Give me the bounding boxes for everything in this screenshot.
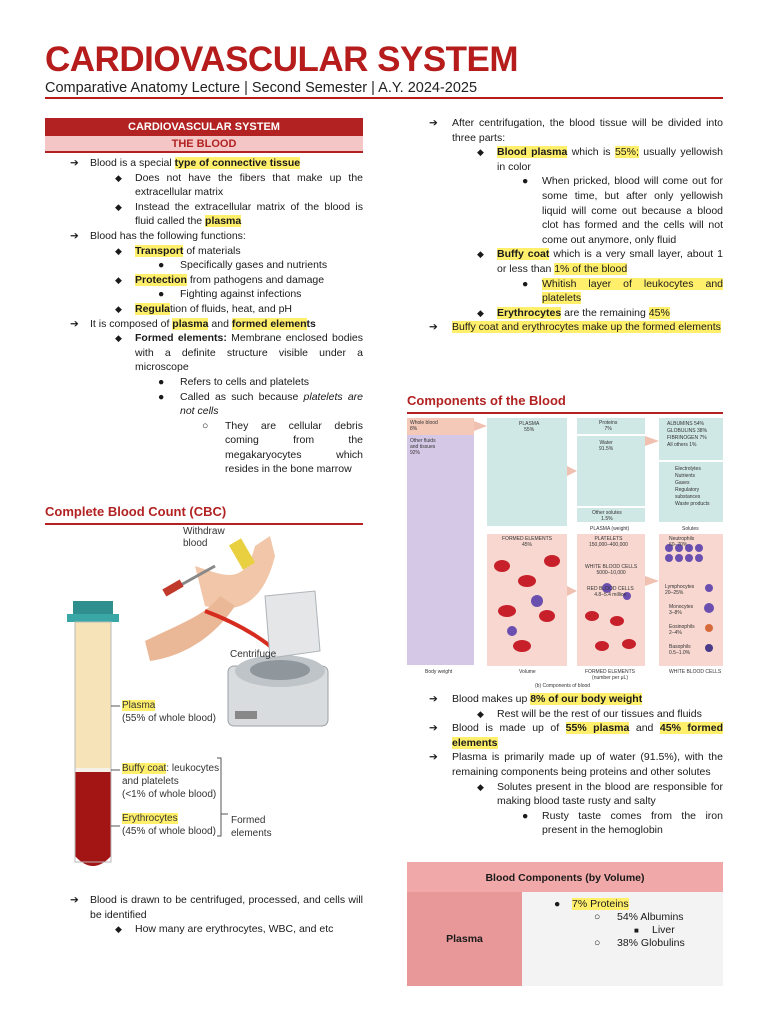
page-subtitle: Comparative Anatomy Lecture | Second Semester | A.Y. 2024-2025 [45, 80, 478, 96]
basophils-label: Basophils 0.5–1.0% [669, 644, 691, 656]
table-header: Blood Components (by Volume) [407, 862, 723, 892]
list-item: ➔ Blood is a special type of connective tissue [70, 157, 301, 169]
monocytes-label: Monocytes 3–8% [669, 604, 694, 616]
section-bar-title: CARDIOVASCULAR SYSTEM [45, 118, 363, 136]
list-item: ◆ Solutes present in the blood are responsible for making blood taste rusty and salty [477, 780, 723, 808]
list-item: ● Fighting against infections [158, 288, 302, 301]
list-item: ◆ Transport of materials [115, 244, 241, 257]
list-item: ● Refers to cells and platelets [158, 375, 309, 388]
flow-arrow-icon [567, 586, 577, 596]
wbc-label: WHITE BLOOD CELLS 5000–10,000 [585, 564, 638, 576]
dot-bullet-icon: ● [522, 175, 529, 188]
of-label: Other fluids and tissues 92% [410, 438, 436, 456]
flow-arrow-icon [474, 421, 487, 431]
list-item: ➔ Buffy coat and erythrocytes make up the formed elements [429, 321, 721, 334]
diagram-caption: (b) Components of blood [535, 683, 591, 689]
dot-bullet-icon: ● [158, 288, 165, 301]
arrow-bullet-icon: ➔ [429, 693, 438, 705]
list-item: ○ They are cellular debris coming from the megakaryocytes which resides in the bone marrow [202, 419, 363, 476]
erythrocytes-label: Erythrocytes (45% of whole blood) [122, 813, 216, 837]
water-label: Water 91.5% [599, 440, 614, 452]
diamond-bullet-icon: ◆ [115, 274, 122, 285]
section-bar-subtitle: THE BLOOD [45, 136, 363, 153]
right-bottom-list [407, 692, 723, 838]
wbc-axis-label: WHITE BLOOD CELLS [669, 669, 722, 675]
centrifuge-figure [45, 526, 363, 886]
arrow-bullet-icon: ➔ [70, 894, 79, 906]
list-item: ◆ Erythrocytes are the remaining 45% [477, 306, 670, 319]
left-bottom-list [45, 893, 363, 937]
list-item: ◆ Regulation of fluids, heat, and pH [115, 302, 293, 315]
centrifuge-rotor [250, 660, 310, 680]
blood-components-table [407, 862, 723, 986]
tube-buffy [75, 768, 111, 772]
centrifuge-lid [265, 591, 320, 658]
list-item: ◆ Rest will be the rest of our tissues and fluids [477, 707, 702, 720]
basophil-cell [705, 644, 713, 652]
page-title: CARDIOVASCULAR SYSTEM [45, 40, 519, 79]
volume-label: Volume [519, 669, 536, 675]
dot-bullet-icon: ● [158, 390, 165, 403]
circle-bullet-icon: ○ [202, 419, 209, 432]
other-solutes-label: Other solutes 1.5% [592, 510, 622, 522]
diamond-bullet-icon: ◆ [477, 781, 484, 792]
flow-arrow-icon [567, 466, 577, 476]
list-item: ● Whitish layer of leukocytes and platelets [522, 277, 723, 305]
tube-plasma [75, 622, 111, 768]
platelets-label: PLATELETS 150,000–400,000 [589, 536, 628, 548]
list-item: ➔ Blood is made up of 55% plasma and 45% formed elements [429, 722, 723, 749]
centrifuge-label: Centrifuge [230, 649, 277, 660]
arrow-bullet-icon: ➔ [429, 722, 438, 735]
list-item: ● Rusty taste comes from the iron present in the hemoglobin [522, 809, 723, 837]
solute-types-label: Electrolytes Nutrients Gases Regulatory substances Waste products [675, 466, 710, 507]
plasma-weight-label: PLASMA (weight) [590, 526, 630, 532]
cbc-heading: Complete Blood Count (CBC) [45, 504, 227, 519]
dot-bullet-icon: ● [158, 375, 165, 388]
list-item: ◆ Protection from pathogens and damage [115, 273, 325, 286]
diamond-bullet-icon: ◆ [115, 303, 122, 314]
tube-cap [67, 614, 119, 622]
table-row-content [522, 892, 723, 986]
list-item: ➔ It is composed of plasma and formed elements [70, 317, 316, 330]
list-item: ➔ Blood has the following functions: [70, 229, 246, 242]
list-item: ◆ Buffy coat which is a very small layer, about 1 or less than 1% of the blood [477, 248, 724, 275]
list-item: ➔ Blood is drawn to be centrifuged, processed, and cells will be identified [70, 894, 363, 921]
protein-types-label: ALBUMINS 54% GLOBULINS 38% FIBRINOGEN 7% All others 1% [667, 421, 708, 448]
list-item: ● 7% Proteins [554, 898, 629, 910]
arm-shape [145, 596, 235, 661]
rbc-label: RED BLOOD CELLS 4.8–5.4 million [587, 586, 634, 598]
list-item: ● When pricked, blood will come out for some time, but after only yellowish liquid will come out because a blood clot has formed and the cells will not come out anymore, only fluid [522, 175, 723, 246]
left-column [45, 118, 363, 477]
formed-elements-label: Formed elements [231, 815, 272, 839]
solutes-label: Solutes [682, 526, 699, 532]
list-item: ● Called as such because platelets are not cells [158, 390, 363, 418]
list-item: ◆ How many are erythrocytes, WBC, and etc [115, 923, 334, 936]
title-divider [45, 97, 723, 99]
list-item: ◆ Formed elements: Membrane enclosed bodies with a definite structure visible under a microscope [115, 332, 363, 374]
dot-bullet-icon: ● [554, 898, 561, 910]
list-item: ◆ Does not have the fibers that make up the extracellular matrix [115, 171, 363, 199]
dot-bullet-icon: ● [522, 809, 529, 822]
diamond-bullet-icon: ◆ [115, 201, 122, 212]
syringe-blood [162, 580, 183, 597]
diamond-bullet-icon: ◆ [115, 172, 122, 183]
components-divider [407, 412, 723, 414]
wb-label: Whole blood 8% [410, 420, 438, 432]
right-column [407, 116, 723, 335]
arrow-bullet-icon: ➔ [429, 321, 438, 334]
arrow-bullet-icon: ➔ [70, 229, 79, 242]
diamond-bullet-icon: ◆ [477, 147, 484, 158]
list-item: ◆ Blood plasma which is 55%; usually yellowish in color [477, 146, 723, 173]
list-item: ○ 38% Globulins [594, 937, 685, 949]
diamond-bullet-icon: ◆ [477, 307, 484, 318]
dot-bullet-icon: ● [522, 277, 529, 290]
tube-erythrocytes [75, 772, 111, 866]
diamond-bullet-icon: ◆ [115, 333, 122, 344]
body-weight-label: Body weight [425, 669, 453, 675]
plasma-diagram-label: PLASMA 55% [519, 421, 540, 433]
cbc-divider [45, 523, 363, 525]
neutrophils-label: Neutrophils 60–70% [669, 536, 695, 548]
dot-bullet-icon: ● [158, 259, 165, 272]
diamond-bullet-icon: ◆ [477, 249, 484, 260]
diamond-bullet-icon: ◆ [477, 708, 484, 719]
arrow-bullet-icon: ➔ [429, 117, 438, 129]
plasma-label: Plasma (55% of whole blood) [122, 700, 216, 724]
formed-axis-label: FORMED ELEMENTS (number per μL) [585, 669, 636, 681]
list-item: ➔ After centrifugation, the blood tissue will be divided into three parts: [429, 117, 723, 144]
square-bullet-icon: ■ [634, 926, 639, 935]
components-diagram [407, 416, 723, 690]
withdraw-label: Withdraw blood [183, 526, 225, 549]
table-row [407, 892, 723, 986]
list-item: ● Specifically gases and nutrients [158, 259, 328, 272]
arrow-bullet-icon: ➔ [70, 317, 79, 330]
circle-bullet-icon: ○ [594, 911, 601, 923]
lymphocytes-label: Lymphocytes 20–25% [665, 584, 695, 596]
eosinophil-cell [705, 624, 713, 632]
circle-bullet-icon: ○ [594, 937, 601, 949]
eosinophils-label: Eosinophils 2–4% [669, 624, 695, 636]
flow-arrow-icon [645, 576, 659, 586]
arrow-bullet-icon: ➔ [429, 751, 438, 764]
diamond-bullet-icon: ◆ [115, 245, 122, 256]
centrifuge-control [235, 711, 257, 719]
arrow-bullet-icon: ➔ [70, 157, 79, 169]
list-item: ➔ Blood makes up 8% of our body weight [429, 693, 643, 705]
buffy-label: Buffy coat: leukocytes and platelets (<1% of whole blood) [122, 763, 220, 800]
table-row-label: Plasma [407, 892, 522, 986]
plasma-box [487, 418, 567, 526]
tube-cap [73, 601, 113, 615]
flow-arrow-icon [645, 436, 659, 446]
formed-diagram-label: FORMED ELEMENTS 45% [502, 536, 553, 548]
list-item: ○ 54% Albumins [594, 911, 684, 923]
list-item: ➔ Plasma is primarily made up of water (91.5%), with the remaining components being proteins and other solutes [429, 751, 723, 778]
other-fluids-box [407, 435, 474, 665]
components-heading: Components of the Blood [407, 393, 566, 408]
list-item: ◆ Instead the extracellular matrix of the blood is fluid called the plasma [115, 200, 363, 228]
list-item: ■ Liver [634, 924, 675, 936]
diamond-bullet-icon: ◆ [115, 924, 122, 935]
proteins-label: Proteins 7% [599, 420, 618, 432]
